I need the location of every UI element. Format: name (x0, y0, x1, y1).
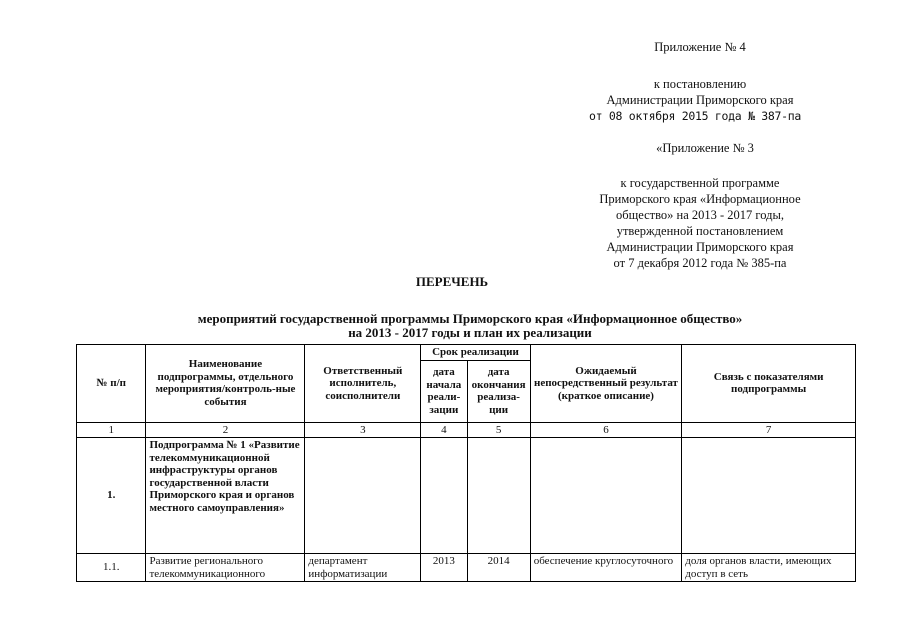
header-name: Наименование подпрограммы, отдельного мероприятия/контроль-ные события (146, 345, 305, 423)
measures-table (76, 344, 856, 582)
table-header-row (77, 345, 856, 361)
row-start: 2013 (421, 554, 467, 582)
col-number: 1 (77, 422, 146, 438)
col-number: 2 (146, 422, 305, 438)
doc-title: ПЕРЕЧЕНЬ (415, 274, 489, 289)
col-number: 5 (467, 422, 530, 438)
table-row (77, 554, 856, 582)
row-name: Подпрограмма № 1 «Развитие телекоммуникационной инфраструктуры органов государственной власти Приморского края и органов местного самоуправления» (146, 438, 305, 554)
row-executor (305, 438, 421, 554)
row-name: Развитие регионального телекоммуникационного (146, 554, 305, 582)
program-line-3: общество» на 2013 - 2017 годы, (615, 208, 785, 222)
program-line-6: от 7 декабря 2012 года № 385-па (613, 256, 787, 270)
doc-subtitle-2: на 2013 - 2017 годы и план их реализации (348, 325, 592, 340)
row-result: обеспечение круглосуточного (530, 554, 682, 582)
program-line-2: Приморского края «Информационное (599, 192, 801, 206)
header-num: № п/п (77, 345, 146, 423)
program-line-5: Администрации Приморского края (606, 240, 794, 254)
row-num: 1. (77, 438, 146, 554)
row-result (530, 438, 682, 554)
header-executor: Ответственный исполнитель, соисполнители (305, 345, 421, 423)
doc-subtitle-1: мероприятий государственной программы Приморского края «Информационное общество» (197, 311, 743, 326)
row-num: 1.1. (77, 554, 146, 582)
row-link: доля органов власти, имеющих доступ в сеть (682, 554, 856, 582)
row-link (682, 438, 856, 554)
row-end: 2014 (467, 554, 530, 582)
header-end: дата окончания реализа-ции (467, 360, 530, 422)
header-period: Срок реализации (421, 345, 530, 361)
row-end (467, 438, 530, 554)
row-start (421, 438, 467, 554)
col-number: 3 (305, 422, 421, 438)
header-result: Ожидаемый непосредственный результат (краткое описание) (530, 345, 682, 423)
table-row (77, 438, 856, 554)
resolution-stamp: от 08 октября 2015 года № 387-па (589, 109, 801, 123)
col-number: 4 (421, 422, 467, 438)
quote-appendix: «Приложение № 3 (656, 141, 754, 155)
col-number: 7 (682, 422, 856, 438)
program-line-1: к государственной программе (620, 176, 780, 190)
resolution-line-1: к постановлению (653, 77, 747, 91)
header-link: Связь с показателями подпрограммы (682, 345, 856, 423)
column-number-row (77, 422, 856, 438)
appendix-title: Приложение № 4 (654, 40, 746, 54)
resolution-line-2: Администрации Приморского края (606, 93, 794, 107)
col-number: 6 (530, 422, 682, 438)
program-line-4: утвержденной постановлением (616, 224, 784, 238)
header-start: дата начала реали-зации (421, 360, 467, 422)
row-executor: департамент информатизации (305, 554, 421, 582)
